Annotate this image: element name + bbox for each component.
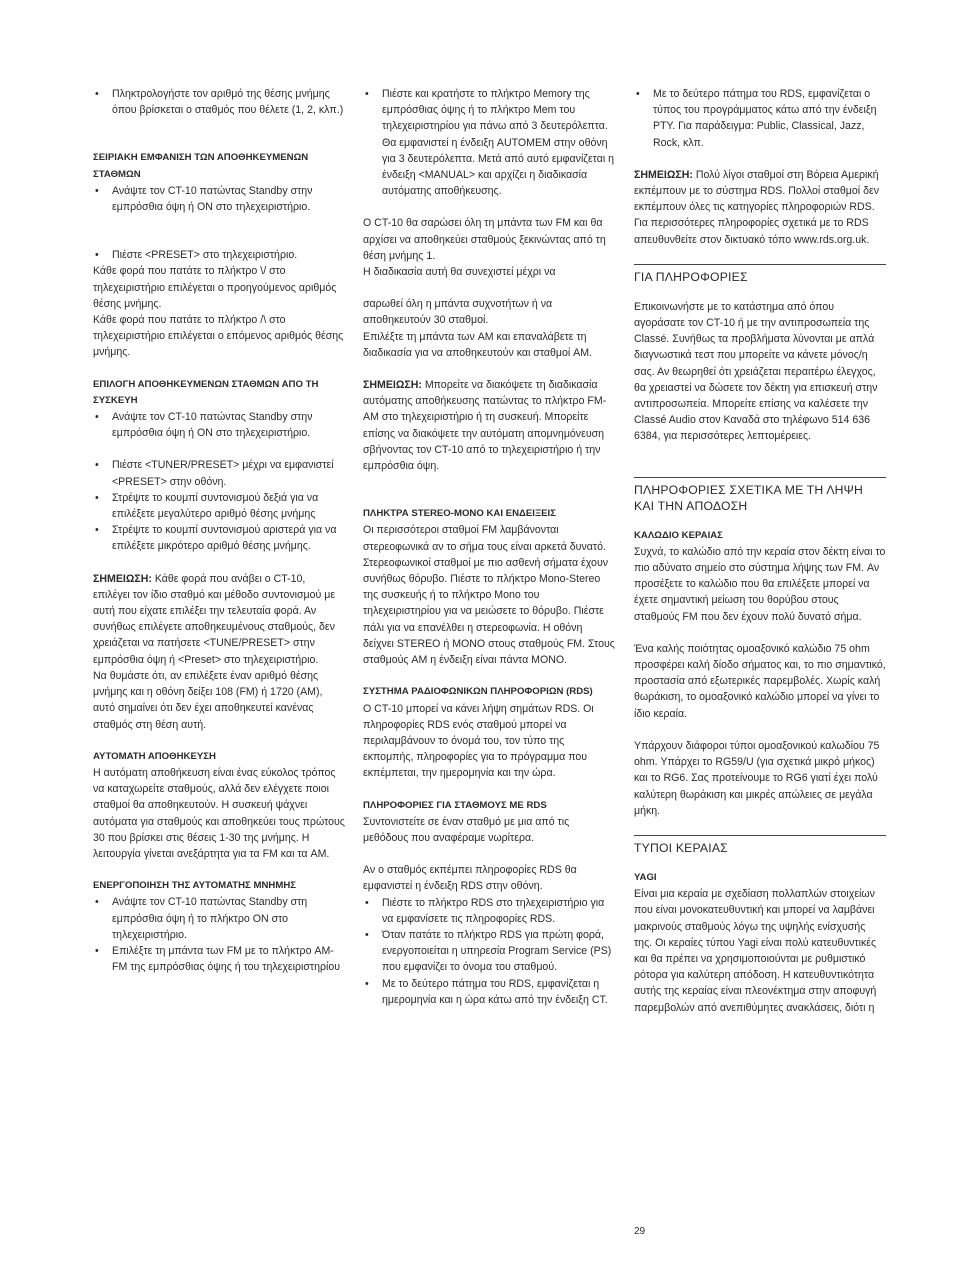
note-text: Μπορείτε να διακόψετε τη διαδικασία αυτόματης αποθήκευσης πατώντας το πλήκτρο FM-AM στο τηλεχειριστήριο ή τη συσκευή. Μπορείτε επίσης να διακόψετε την αυτόματη απομνημόνευση σβήνοντας τον CT-10 από το τηλεχειριστήριο ή την εμπρόσθια όψη. [363,379,607,473]
paragraph: Να θυμάστε ότι, αν επιλέξετε έναν αριθμό θέσης μνήμης και η οθόνη δείξει 108 (FM) ή 1720 (AM), αυτό σημαίνει ότι δεν έχει αποθηκευτεί κανένας σταθμός στη θέση αυτή. [93,669,323,731]
note [363,377,615,474]
heading-auto: ΑΥΤΟΜΑΤΗ ΑΠΟΘΗΚΕΥΣΗ [93,750,216,762]
heading-rds-info: ΠΛΗΡΟΦΟΡΙΕΣ ΓΙΑ ΣΤΑΘΜΟΥΣ ΜΕ RDS [363,799,547,811]
heading-cable: ΚΑΛΩΔΙΟ ΚΕΡΑΙΑΣ [634,529,723,541]
section-title-info: ΓΙΑ ΠΛΗΡΟΦΟΡΙΕΣ [634,264,886,285]
list-item: • Πιέστε <PRESET> στο τηλεχειριστήριο. [93,247,345,263]
paragraph: Ο CT-10 θα σαρώσει όλη τη μπάντα των FM και θα αρχίσει να αποθηκεύει σταθμούς ξεκινώντας από τη θέση μνήμης 1. [363,217,606,262]
list-item: • Όταν πατάτε το πλήκτρο RDS για πρώτη φορά, ενεργοποιείται η υπηρεσία Program Service (PS) που εμφανίζει το όνομα του σταθμού. [363,927,615,976]
note [93,571,345,668]
paragraph: Συχνά, το καλώδιο από την κεραία στον δέκτη είναι το πιο αδύνατο σημείο στο σύστημα λήψης των FM. Αν προσέξετε το καλώδιο που θα επιλέξετε μπορεί να έχετε σημαντική μείωση του θορύβου στους σταθμούς FM που δεν έχουν πολύ δυνατό σήμα. [634,545,886,623]
list-item: • Με το δεύτερο πάτημα του RDS, εμφανίζεται η ημερομηνία και η ώρα κάτω από την ένδειξη CT. [363,976,615,1008]
heading-stereo: ΠΛΗΚΤΡΑ STEREO-MONO ΚΑΙ ΕΝΔΕΙΞΕΙΣ [363,508,556,520]
paragraph: Συντονιστείτε σε έναν σταθμό με μια από τις μεθόδους που αναφέραμε νωρίτερα. [363,815,570,844]
heading-select: ΕΠΙΛΟΓΗ ΑΠΟΘΗΚΕΥΜΕΝΩΝ ΣΤΑΘΜΩΝ ΑΠΟ ΤΗ ΣΥΣΚΕΥΗ [93,378,319,406]
paragraph: Οι περισσότεροι σταθμοί FM λαμβάνονται στερεοφωνικά αν το σήμα τους είναι αρκετά δυνατό. Στερεοφωνικοί σταθμοί με πιο ασθενή σήματα έχουν συνήθως θόρυβο. Πιέστε το πλήκτρο Mono-Stereo της συσκευής ή το πλήκτρο Mono του τηλεχειριστηρίου για να μειώσετε το θόρυβο. Πιέστε πάλι για να επανέλθει η στερεοφωνία. Η οθόνη δείχνει STEREO ή MONO στους σταθμούς FM. Στους σταθμούς AM η ένδειξη είναι πάντα MONO. [363,524,615,667]
note-label: ΣΗΜΕΙΩΣΗ: [634,168,693,181]
list-item: • Πιέστε και κρατήστε το πλήκτρο Memory της εμπρόσθιας όψης ή το πλήκτρο Mem του τηλεχειριστηρίου για πάνω από 3 δευτερόλεπτα. Θα εμφανιστεί η ένδειξη AUTOMEM στην οθόνη για 3 δευτερόλεπτα. Μετά από αυτό εμφανίζεται η ένδειξη <MANUAL> και αρχίζει η διαδικασία αυτόματης αποθήκευσης. [363,86,615,199]
heading-activate: ΕΝΕΡΓΟΠΟΙΗΣΗ ΤΗΣ ΑΥΤΟΜΑΤΗΣ ΜΝΗΜΗΣ [93,880,297,892]
section-title-reception: ΠΛΗΡΟΦΟΡΙΕΣ ΣΧΕΤΙΚΑ ΜΕ ΤΗ ΛΗΨΗ ΚΑΙ ΤΗΝ ΑΠΟΔΟΣΗ [634,477,886,514]
paragraph: Κάθε φορά που πατάτε το πλήκτρο \/ στο τηλεχειριστήριο επιλέγεται ο προηγούμενος αριθμός θέσης μνήμης. [93,265,337,310]
heading-serial: ΣΕΙΡΙΑΚΗ ΕΜΦΑΝΙΣΗ ΤΩΝ ΑΠΟΘΗΚΕΥΜΕΝΩΝ ΣΤΑΘΜΩΝ [93,152,309,180]
paragraph: Η αυτόματη αποθήκευση είναι ένας εύκολος τρόπος να καταχωρείτε σταθμούς, αλλά δεν ελέγχετε ποιοι σταθμοί θα αποθηκευτούν. Η συσκευή ψάχνει αυτόματα για σταθμούς και αποθηκεύει τους πρώτους 30 που βρίσκει στις θέσεις 1-30 της μνήμης. Η λειτουργία γίνεται ανεξάρτητα για τα FM και τα AM. [93,766,345,860]
list-item: • Με το δεύτερο πάτημα του RDS, εμφανίζεται ο τύπος του προγράμματος κάτω από την ένδειξη PTY. Για παράδειγμα: Public, Classical, Jazz, Rock, κλπ. [634,86,886,151]
list-item: • Ανάψτε τον CT-10 πατώντας Standby στην εμπρόσθια όψη ή ON στο τηλεχειριστήριο. [93,183,345,215]
paragraph: Κάθε φορά που πατάτε το πλήκτρο /\ στο τηλεχειριστήριο επιλέγεται ο επόμενος αριθμός θέσης μνήμης. [93,314,344,359]
paragraph: σαρωθεί όλη η μπάντα συχνοτήτων ή να αποθηκευτούν 30 σταθμοί. [363,298,553,327]
list-item: • Πιέστε <TUNER/PRESET> μέχρι να εμφανιστεί <PRESET> στην οθόνη. [93,457,345,489]
list-item: • Ανάψτε τον CT-10 πατώντας Standby στη εμπρόσθια όψη ή το πλήκτρο ON στο τηλεχειριστήριο. [93,894,345,943]
list-item: • Πιέστε το πλήκτρο RDS στο τηλεχειριστήριο για να εμφανίσετε τις πληροφορίες RDS. [363,895,615,927]
paragraph: Υπάρχουν διάφοροι τύποι ομοαξονικού καλωδίου 75 ohm. Υπάρχει το RG59/U (για σχετικά μικρό μήκος) και το RG6. Σας προτείνουμε το RG6 γιατί έχει πολύ καλύτερη θωράκιση και μικρές απώλειες σε μεγάλα μήκη. [634,739,880,817]
heading-rds: ΣΥΣΤΗΜΑ ΡΑΔΙΟΦΩΝΙΚΩΝ ΠΛΗΡΟΦΟΡΙΩΝ (RDS) [363,686,593,698]
column-1 [93,86,345,975]
paragraph: Ένα καλής ποιότητας ομοαξονικό καλώδιο 75 ohm προσφέρει καλή δίοδο σήματος και, το πιο σημαντικό, προστασία από εξωτερικές παρεμβολές. Χωρίς καλή θωράκιση, το ομοαξονικό καλώδιο μπορεί να γίνει το ίδιο κεραία. [634,642,886,720]
paragraph: Αν ο σταθμός εκπέμπει πληροφορίες RDS θα εμφανιστεί η ένδειξη RDS στην οθόνη. [363,864,577,893]
paragraph: Επιλέξτε τη μπάντα των AM και επαναλάβετε τη διαδικασία για να αποθηκευτούν και σταθμοί AM. [363,330,592,359]
note [634,167,886,248]
list-item: • Πληκτρολογήστε τον αριθμό της θέσης μνήμης όπου βρίσκεται ο σταθμός που θέλετε (1, 2, κλπ.) [93,86,345,118]
list-item: • Στρέψτε το κουμπί συντονισμού δεξιά για να επιλέξετε μεγαλύτερο αριθμό θέσης μνήμης [93,490,345,522]
note-text: Πολύ λίγοι σταθμοί στη Βόρεια Αμερική εκπέμπουν με το σύστημα RDS. Πολλοί σταθμοί δεν εκπέμπουν όλες τις κατηγορίες πληροφοριών RDS. Για περισσότερες πληροφορίες σχετικά με το RDS απευθυνθείτε στον δικτυακό τόπο www.rds.org.uk. [634,168,880,246]
list-item: • Επιλέξτε τη μπάντα των FM με το πλήκτρο AM-FM της εμπρόσθιας όψης ή του τηλεχειριστηρίου [93,943,345,975]
paragraph: Είναι μια κεραία με σχεδίαση πολλαπλών στοιχείων που είναι μονοκατευθυντική και μπορεί να λαμβάνει μακρινούς σταθμούς λόγω της υψηλής ενίσχυσής της. Οι κεραίες τύπου Yagi είναι πολύ κατευθυντικές και θα πρέπει να χρησιμοποιούνται με ρυθμιστικό ρότορα για καλύτερη απόδοση. Η κατευθυντικότητα αυτής της κεραίας είναι πλεονέκτημα στην αποφυγή παρεμβολών από ανεπιθύμητες ανακλάσεις, διότι η [634,888,877,1014]
list-item: • Ανάψτε τον CT-10 πατώντας Standby στην εμπρόσθια όψη ή ON στο τηλεχειριστήριο. [93,409,345,441]
column-3 [634,86,886,1016]
note-text: Κάθε φορά που ανάβει ο CT-10, επιλέγει τον ίδιο σταθμό και μέθοδο συντονισμού με αυτή που είχατε επιλέξει την τελευταία φορά. Αν συνήθως επιλέγετε αποθηκευμένους σταθμούς, δεν χρειάζεται να πατήσετε <TUNE/PRESET> στην εμπρόσθια όψη ή <Preset> στο τηλεχειριστήριο. [93,572,336,666]
page-number: 29 [634,1226,646,1237]
section-title-types: ΤΥΠΟΙ ΚΕΡΑΙΑΣ [634,835,886,856]
column-2 [363,86,615,1008]
list-item: • Στρέψτε το κουμπί συντονισμού αριστερά για να επιλέξετε μικρότερο αριθμό θέσης μνήμης. [93,522,345,554]
paragraph: Ο CT-10 μπορεί να κάνει λήψη σημάτων RDS. Οι πληροφορίες RDS ενός σταθμού μπορεί να περιλαμβάνουν το όνομά του, τον τύπο της εκπομπής, πληροφορίες για το πρόγραμμα που εκπέμπεται, την ημερομηνία και την ώρα. [363,702,594,780]
note-label: ΣΗΜΕΙΩΣΗ: [93,572,152,585]
paragraph: Επικοινωνήστε με το κατάστημα από όπου αγοράσατε τον CT-10 ή με την αντιπροσωπεία της Classé. Συνήθως τα προβλήματα λύνονται με απλά διαγνωστικά τεστ που μπορείτε να κάνετε μόνος/η σας. Αν θεωρηθεί ότι χρειάζεται περαιτέρω έλεγχος, θα χρειαστεί να δώσετε τον δέκτη για επισκευή στην αντιπροσωπεία. Μπορείτε επίσης να καλέσετε την Classé Audio στον Καναδά στο τηλέφωνο 514 636 6384, για περισσότερες λεπτομέρειες. [634,300,878,443]
note-label: ΣΗΜΕΙΩΣΗ: [363,379,422,392]
paragraph: Η διαδικασία αυτή θα συνεχιστεί μέχρι να [363,266,556,279]
heading-yagi: YAGI [634,871,657,883]
